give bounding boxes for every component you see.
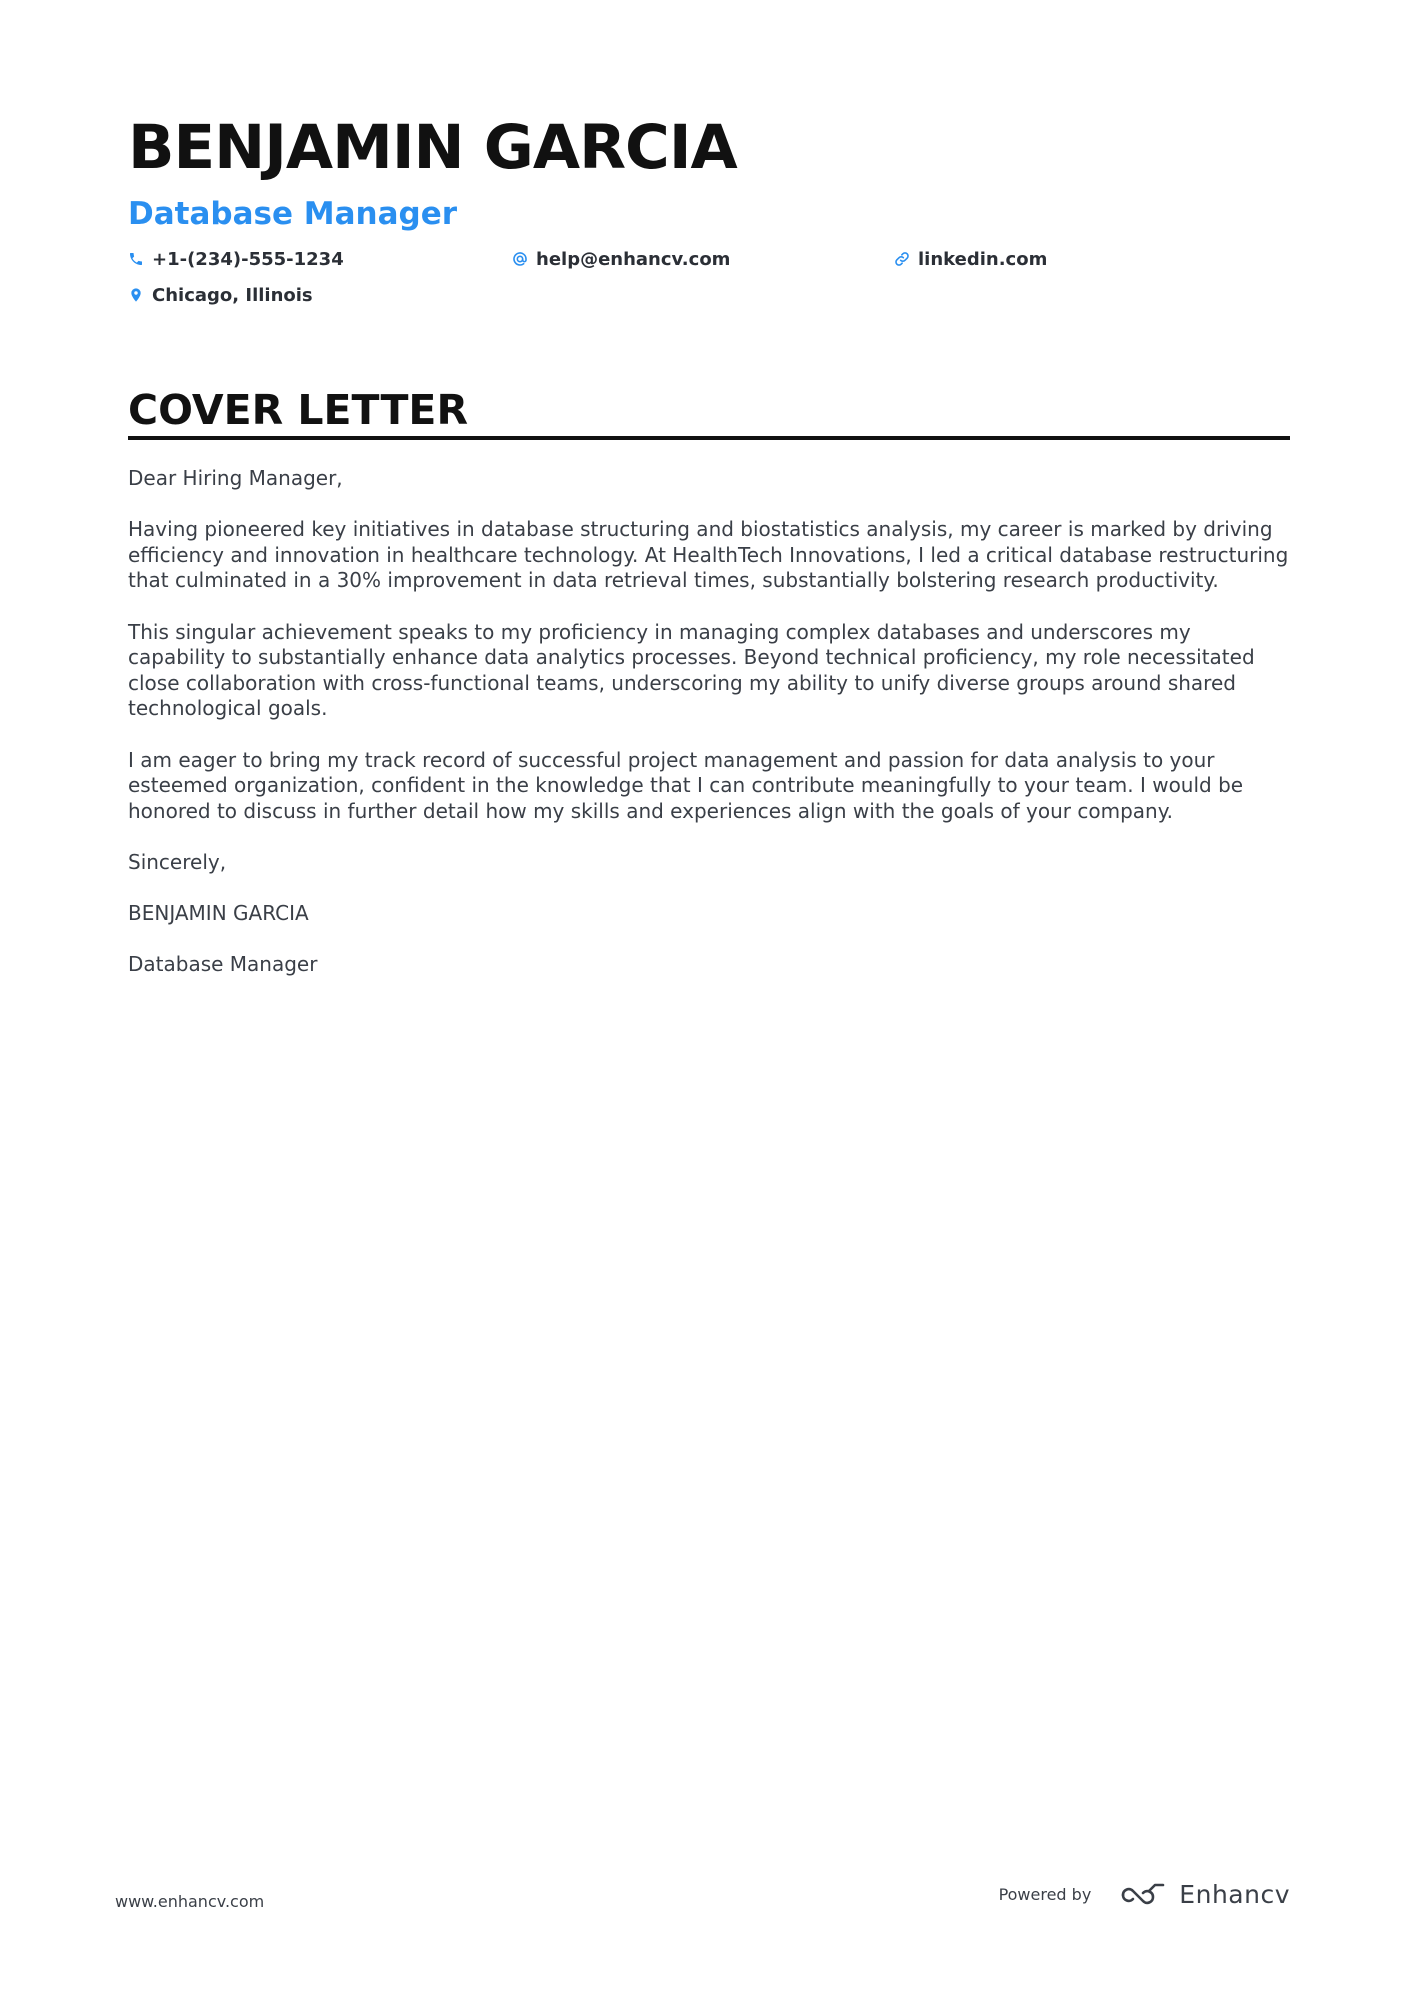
signature-title: Database Manager (128, 952, 318, 977)
section-divider (128, 436, 1290, 440)
footer-url[interactable]: www.enhancv.com (115, 1892, 265, 1911)
link-icon (894, 251, 910, 267)
email-text[interactable]: help@enhancv.com (536, 248, 731, 270)
powered-by-label: Powered by (998, 1885, 1092, 1904)
candidate-name: BENJAMIN GARCIA (128, 112, 737, 183)
letter-paragraph: This singular achievement speaks to my proficiency in managing complex databases and underscores my capability to substantially enhance data analytics processes. Beyond technical proficiency, my role necessitated close collaboration with cross-functional teams, underscoring my ability to unify diverse groups around shared technological goals. (128, 619, 1255, 721)
letter-paragraph: Having pioneered key initiatives in database structuring and biostatistics analysis, my career is marked by driving efficiency and innovation in healthcare technology. At HealthTech Innovations, I led a critical database restructuring that culminated in a 30% improvement in data retrieval times, substantially bolstering research productivity. (128, 517, 1289, 593)
contact-list (128, 246, 1288, 318)
letter-body (128, 466, 1290, 1003)
location-text: Chicago, Illinois (152, 284, 313, 306)
phone-text: +1-(234)-555-1234 (152, 248, 344, 270)
brand-name: Enhancv (1179, 1880, 1290, 1909)
location-pin-icon (128, 287, 144, 303)
contact-phone (128, 246, 344, 272)
contact-email[interactable] (512, 246, 730, 272)
section-title: COVER LETTER (128, 386, 469, 434)
contact-link[interactable] (894, 246, 1047, 272)
footer-branding (999, 1880, 1290, 1909)
letter-closing: Sincerely, (128, 849, 227, 874)
job-title: Database Manager (128, 196, 458, 232)
header (128, 108, 1288, 318)
contact-location (128, 282, 313, 308)
enhancv-logo-icon (1119, 1882, 1167, 1908)
link-text[interactable]: linkedin.com (918, 248, 1048, 270)
phone-icon (128, 251, 144, 267)
at-icon (512, 251, 528, 267)
letter-paragraph: I am eager to bring my track record of successful project management and passion for data analysis to your esteemed organization, confident in the knowledge that I can contribute meaningfully to your team. I would be honored to discuss in further detail how my skills and experiences align with the goals of your company. (128, 747, 1244, 823)
letter-greeting: Dear Hiring Manager, (128, 466, 343, 490)
signature-name: BENJAMIN GARCIA (128, 901, 309, 926)
